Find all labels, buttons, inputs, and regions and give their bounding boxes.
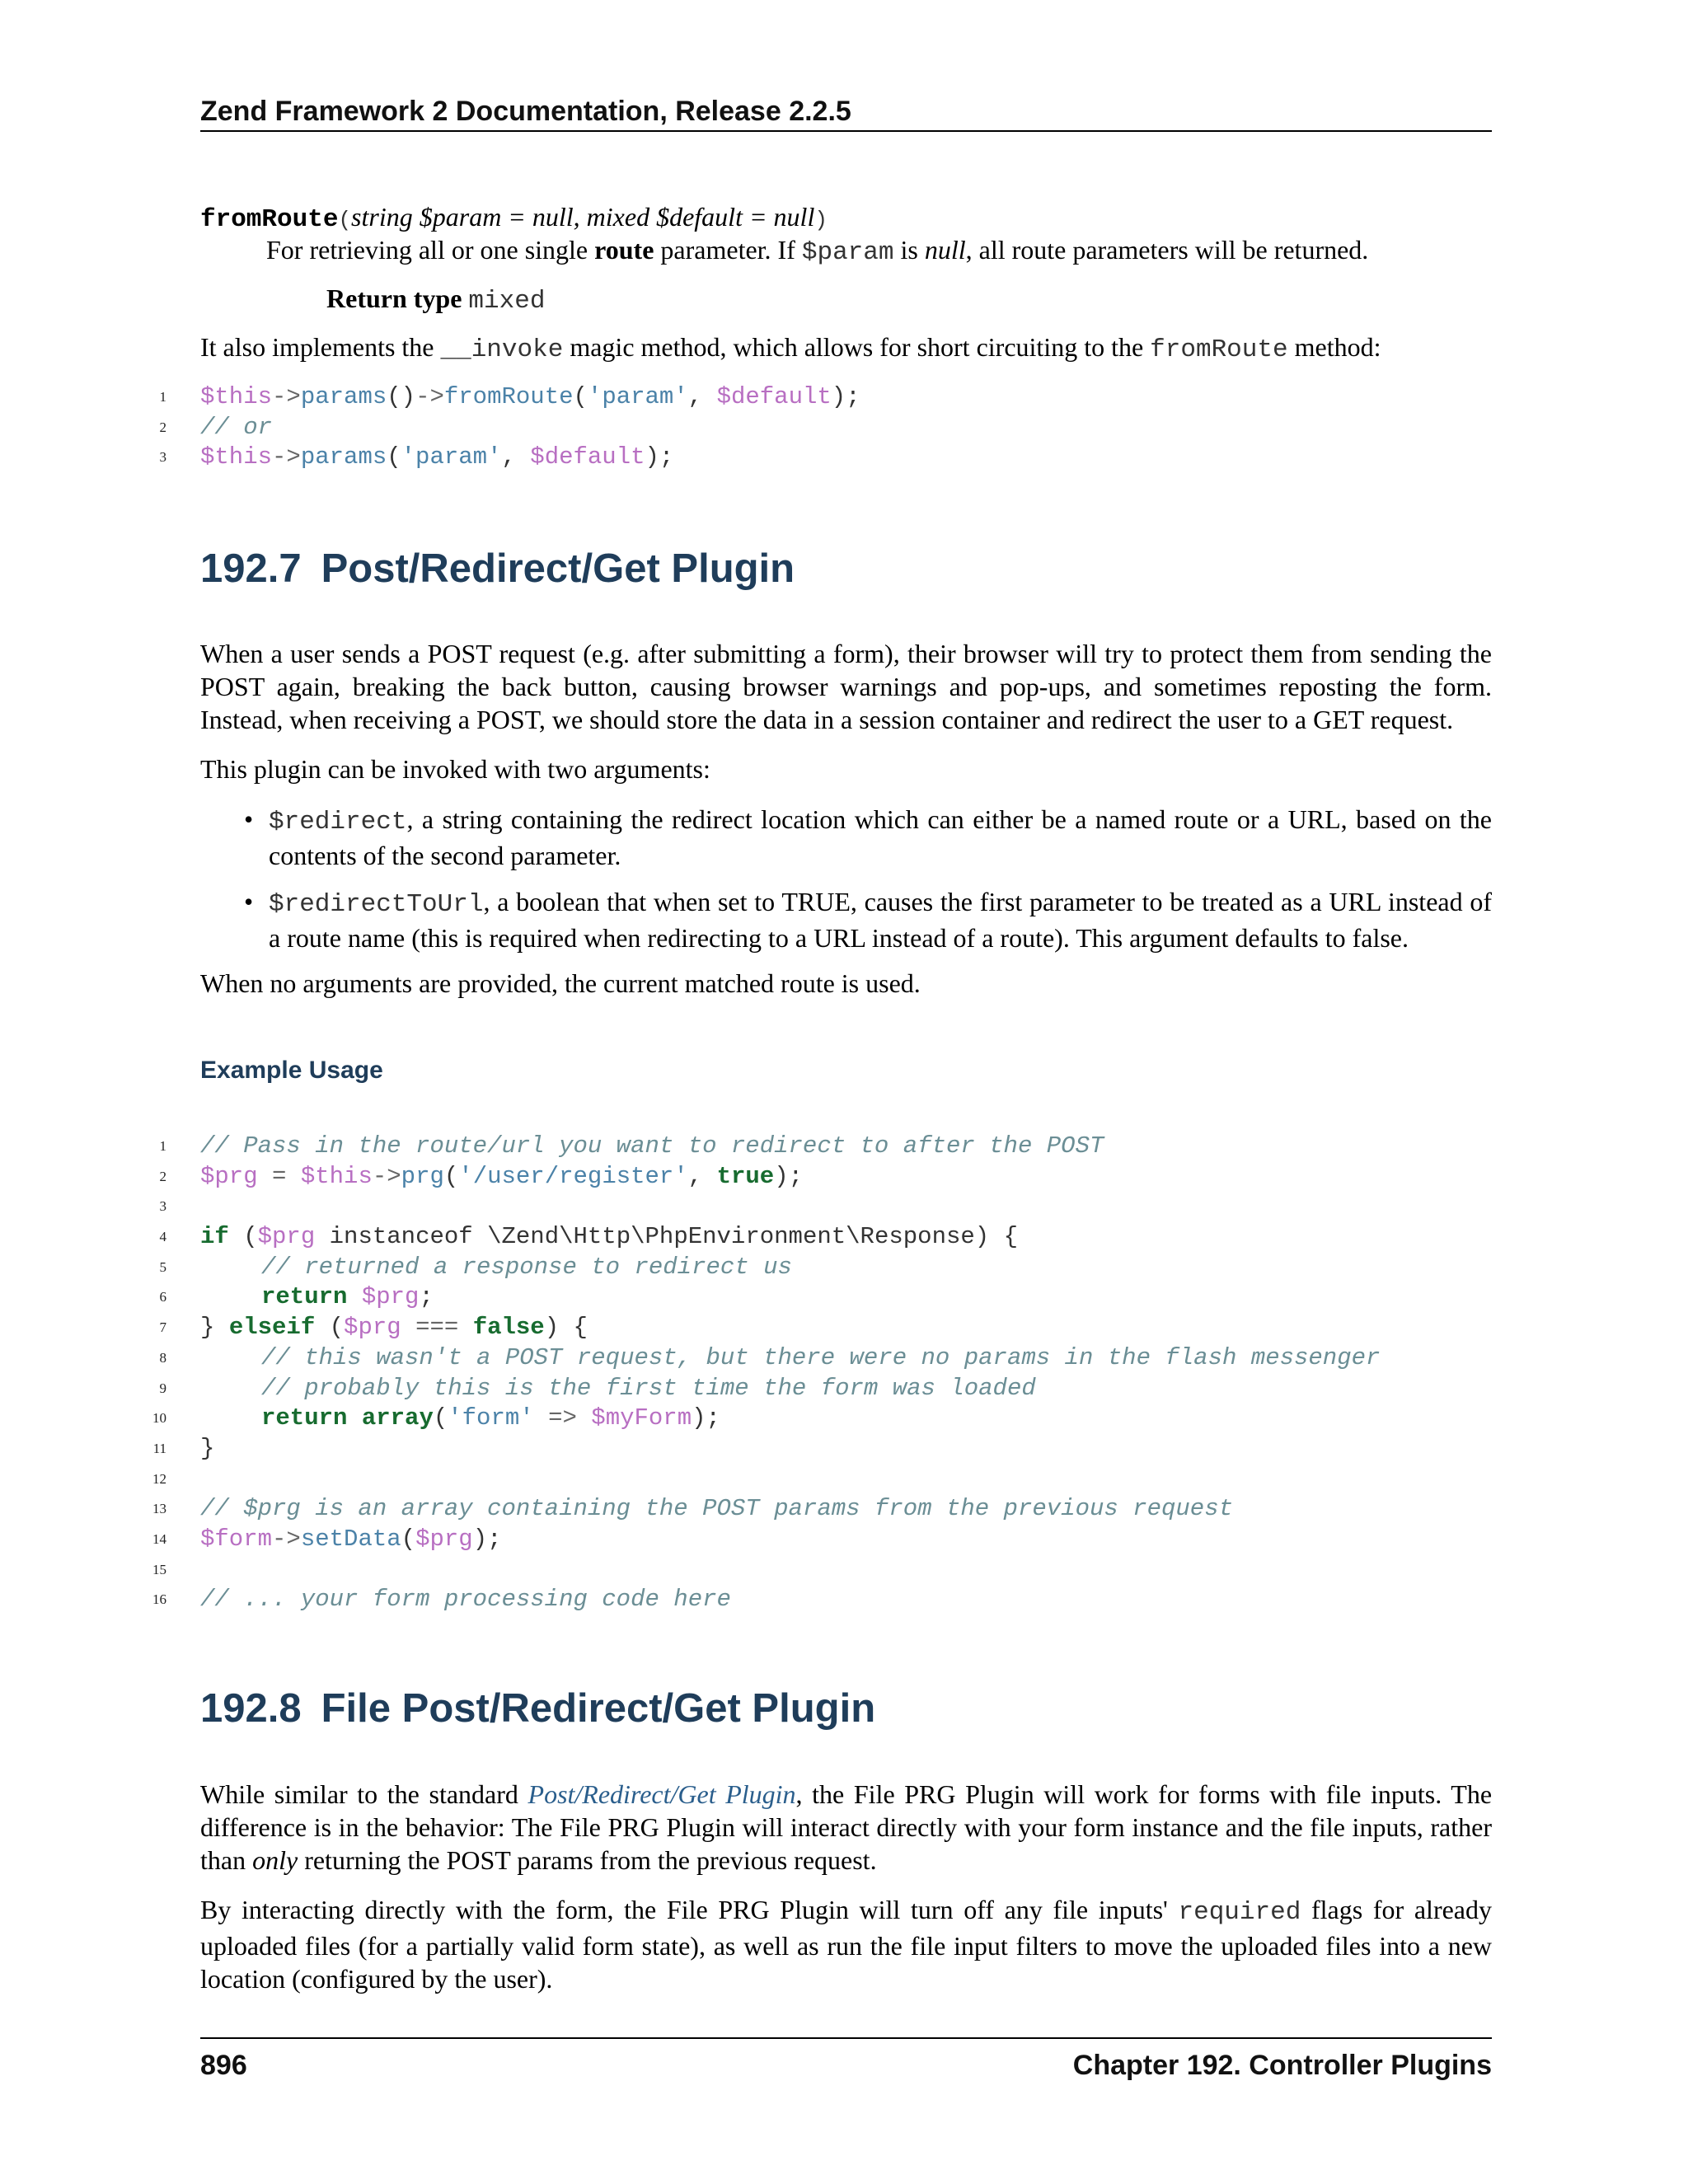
- code-token: $this: [200, 383, 273, 410]
- code-token: $prg: [415, 1525, 473, 1553]
- code-token: (: [315, 1314, 345, 1342]
- desc-route: route: [594, 235, 654, 265]
- line-number: 16: [152, 1591, 166, 1608]
- fprg2-code: required: [1178, 1898, 1301, 1927]
- return-type-value: mixed: [468, 287, 546, 316]
- prg-paragraph-3: When no arguments are provided, the current matched route is used.: [200, 968, 921, 998]
- return-type: [326, 282, 545, 318]
- page-footer: [200, 2037, 1492, 2080]
- code-token: fromRoute: [443, 383, 574, 410]
- code-token: ===: [401, 1314, 473, 1342]
- code-token: ,: [501, 443, 531, 471]
- line-number: 14: [152, 1530, 166, 1547]
- fprg-text-a: While similar to the standard: [200, 1779, 528, 1809]
- desc-text-4: , all route parameters will be returned.: [965, 235, 1369, 265]
- code-token: ->: [272, 1525, 301, 1553]
- invoke-paragraph: [200, 330, 1492, 367]
- code-token: $prg: [361, 1283, 420, 1311]
- code-token: $prg: [344, 1314, 401, 1342]
- bullet-desc: , a string containing the redirect location which can either be a named route or a URL, based on the contents of the second parameter.: [269, 804, 1492, 870]
- code-token: $default: [530, 443, 645, 471]
- code-token: =: [257, 1162, 301, 1190]
- section-number: 192.8: [200, 1686, 302, 1731]
- invoke-code-2: fromRoute: [1150, 335, 1288, 364]
- section-number: 192.7: [200, 546, 302, 591]
- code-token: $this: [200, 443, 273, 471]
- code-token: (: [228, 1223, 258, 1251]
- code-token: ) {: [544, 1314, 588, 1342]
- code-token: ->: [372, 1162, 401, 1190]
- code-token: (: [387, 443, 401, 471]
- section-heading-file-prg: [200, 1684, 875, 1733]
- code-token: if: [200, 1223, 229, 1251]
- code-token: params: [300, 443, 387, 471]
- line-number: 2: [159, 1168, 166, 1184]
- line-number: 8: [159, 1349, 166, 1366]
- code-token: false: [472, 1314, 545, 1342]
- code-token: );: [774, 1162, 803, 1190]
- bullet-desc: , a boolean that when set to TRUE, causes the first parameter to be treated as a URL instead of a route name (this is required when redirecting to a URL instead of a route). This argument defaults to false.: [269, 887, 1492, 953]
- code-token: );: [692, 1404, 720, 1432]
- line-number: 1: [159, 1138, 166, 1154]
- code-token: ,: [687, 383, 717, 410]
- code-token: $default: [716, 383, 832, 410]
- code-token: params: [300, 383, 387, 410]
- code-token: $myForm: [591, 1404, 692, 1432]
- prg-paragraph-1: When a user sends a POST request (e.g. after submitting a form), their browser will try to protect them from sending the POST again, breaking the back button, causing browser warnings and pop-ups, and sometimes reposting the form. Instead, when receiving a POST, we should store the data in a session container and redirect the user to a GET request.: [200, 639, 1492, 734]
- code-token: 'param': [587, 383, 688, 410]
- section-title: File Post/Redirect/Get Plugin: [321, 1686, 876, 1731]
- code-comment: // ... your form processing code here: [200, 1586, 731, 1614]
- line-number: 5: [159, 1258, 166, 1275]
- bullet-text: [269, 803, 1492, 872]
- desc-param-code: $param: [801, 238, 894, 267]
- line-number: 3: [159, 1198, 166, 1215]
- code-token: ) {: [974, 1223, 1018, 1251]
- line-number: 15: [152, 1561, 166, 1577]
- code-token: prg: [401, 1162, 444, 1190]
- line-number: 2: [159, 419, 166, 435]
- code-token: array: [361, 1404, 434, 1432]
- code-token: (: [401, 1525, 416, 1553]
- method-params: string $param = null, mixed $default = null: [351, 202, 815, 232]
- code-comment: // this wasn't a POST request, but there were no params in the flash messenger: [261, 1343, 1381, 1371]
- bullet-code: $redirectToUrl: [269, 890, 484, 919]
- line-number: 11: [152, 1440, 166, 1456]
- signature-open-paren: (: [338, 208, 352, 232]
- code-token: return: [261, 1283, 348, 1311]
- fprg2-text-b: flags for already uploaded files (for a partially valid form state), as well as run the file input filters to move the uploaded files into a new location (configured by the user).: [200, 1895, 1493, 1994]
- file-prg-paragraph-1: [200, 1778, 1492, 1877]
- code-token: ->: [415, 383, 444, 410]
- page-header: [200, 92, 1492, 132]
- method-name: fromRoute: [200, 205, 339, 234]
- code-token: ->: [272, 443, 301, 471]
- fprg-only: only: [252, 1845, 298, 1875]
- bullet-dot: •: [244, 804, 254, 834]
- bullet-text: [269, 885, 1492, 954]
- code-token: 'form': [448, 1404, 534, 1432]
- code-token: );: [472, 1525, 502, 1553]
- line-number: 12: [152, 1470, 166, 1487]
- invoke-text-2: magic method, which allows for short circuiting to the: [563, 332, 1151, 362]
- code-token: setData: [300, 1525, 401, 1553]
- code-token: ->: [272, 383, 301, 410]
- line-number: 4: [159, 1229, 166, 1245]
- section-title: Post/Redirect/Get Plugin: [321, 546, 795, 591]
- code-token: instanceof \Zend\Http\PhpEnvironment\Response: [315, 1223, 975, 1251]
- code-token: );: [831, 383, 860, 410]
- code-token: }: [200, 1314, 229, 1342]
- method-signature: [200, 200, 828, 237]
- bullet-code: $redirect: [269, 808, 407, 837]
- chapter-title: Chapter 192. Controller Plugins: [1072, 2050, 1492, 2081]
- desc-text-1: For retrieving all or one single: [266, 235, 595, 265]
- code-token: $prg: [200, 1162, 258, 1190]
- code-token: (: [443, 1162, 459, 1190]
- code-token: (: [573, 383, 588, 410]
- code-token: ;: [419, 1283, 434, 1311]
- code-comment: // or: [200, 413, 273, 441]
- file-prg-paragraph-2: [200, 1893, 1492, 1995]
- page-number: 896: [200, 2050, 247, 2081]
- line-number: 10: [152, 1410, 166, 1427]
- code-token: (): [387, 383, 416, 410]
- return-type-label: Return type: [326, 284, 462, 313]
- code-token: ,: [687, 1162, 717, 1190]
- code-token: $this: [300, 1162, 373, 1190]
- line-number: 7: [159, 1319, 166, 1336]
- fprg2-text-a: By interacting directly with the form, the File PRG Plugin will turn off any file inputs': [200, 1895, 1179, 1924]
- invoke-text-1: It also implements the: [200, 332, 441, 362]
- line-number: 3: [159, 449, 166, 466]
- code-comment: // returned a response to redirect us: [261, 1253, 792, 1281]
- code-token: }: [200, 1434, 215, 1462]
- method-description: [266, 233, 1492, 269]
- header-title: Zend Framework 2 Documentation, Release 2.2.5: [200, 96, 851, 127]
- line-number: 9: [159, 1380, 166, 1396]
- desc-null: null: [924, 235, 966, 265]
- fprg-text-b: , the File PRG Plugin will work for forms with file inputs. The difference is in the behavior: The File PRG Plugin will interact directly with your form instance and the file inputs, rather than: [200, 1779, 1493, 1875]
- code-comment: // probably this is the first time the form was loaded: [261, 1374, 1036, 1402]
- section-heading-prg: [200, 544, 795, 593]
- line-number: 6: [159, 1289, 166, 1305]
- prg-paragraph-2: This plugin can be invoked with two arguments:: [200, 754, 710, 784]
- code-token: );: [645, 443, 674, 471]
- code-comment: // Pass in the route/url you want to redirect to after the POST: [200, 1132, 1104, 1160]
- invoke-code-1: __invoke: [440, 335, 564, 364]
- desc-text-2: parameter. If: [654, 235, 802, 265]
- code-token: $form: [200, 1525, 273, 1553]
- code-token: '/user/register': [458, 1162, 688, 1190]
- bullet-dot: •: [244, 887, 254, 916]
- code-comment: // $prg is an array containing the POST params from the previous request: [200, 1495, 1234, 1523]
- code-token: return: [261, 1404, 348, 1432]
- line-number: 13: [152, 1501, 166, 1517]
- line-number: 1: [159, 389, 166, 405]
- invoke-text-3: method:: [1287, 332, 1381, 362]
- code-token: (: [433, 1404, 448, 1432]
- code-token: true: [716, 1162, 775, 1190]
- signature-close-paren: ): [814, 208, 828, 232]
- post-redirect-get-plugin-link[interactable]: Post/Redirect/Get Plugin: [528, 1779, 796, 1809]
- code-token: $prg: [257, 1223, 316, 1251]
- desc-text-3: is: [893, 235, 925, 265]
- code-token: =>: [533, 1404, 592, 1432]
- example-usage-heading: Example Usage: [200, 1057, 383, 1084]
- code-token: elseif: [228, 1314, 316, 1342]
- fprg-text-c: returning the POST params from the previous request.: [298, 1845, 877, 1875]
- code-token: 'param': [401, 443, 502, 471]
